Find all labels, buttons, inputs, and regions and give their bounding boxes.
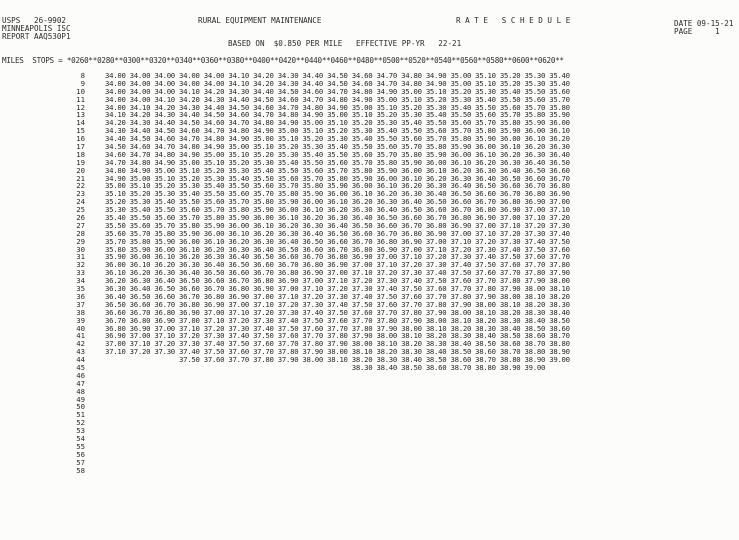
miles-cell: 48 [76, 386, 85, 396]
rate-values: 36.10 36.20 36.30 36.40 36.50 36.60 36.70 36.80 36.90 37.00 37.10 37.20 37.30 37.40 37.50 37.60 37.70 37.80 37.90 [105, 268, 570, 278]
rate-values: 34.00 34.00 34.00 34.00 34.00 34.10 34.20 34.30 34.40 34.50 34.60 34.70 34.80 34.90 35.00 35.10 35.20 35.30 35.40 [105, 71, 570, 80]
miles-cell: 15 [76, 126, 85, 136]
miles-cell: 16 [76, 134, 85, 144]
rate-values: 36.60 36.70 36.80 36.90 37.00 37.10 37.20 37.30 37.40 37.50 37.60 37.70 37.80 37.90 38.00 38.10 38.20 38.30 38.40 [105, 307, 570, 317]
miles-cell: 42 [76, 339, 85, 349]
miles-cell: 57 [76, 457, 85, 467]
rate-values: 34.30 34.40 34.50 34.60 34.70 34.80 34.90 35.00 35.10 35.20 35.30 35.40 35.50 35.60 35.70 35.80 35.90 36.00 36.10 [105, 126, 570, 136]
rate-values: 34.00 34.00 34.10 34.20 34.30 34.40 34.50 34.60 34.70 34.80 34.90 35.00 35.10 35.20 35.30 35.40 35.50 35.60 35.70 [105, 94, 570, 104]
table-row [0, 435, 739, 443]
report-id: USPS 26-9902 [2, 16, 67, 25]
rate-values: 36.90 37.00 37.10 37.20 37.30 37.40 37.50 37.60 37.70 37.80 37.90 38.00 38.10 38.20 38.30 38.40 38.50 38.60 38.70 [105, 331, 570, 341]
table-row [0, 443, 739, 451]
miles-cell: 17 [76, 142, 85, 152]
rate-values: 36.80 36.90 37.00 37.10 37.20 37.30 37.40 37.50 37.60 37.70 37.80 37.90 38.00 38.10 38.20 38.30 38.40 38.50 38.60 [105, 323, 570, 333]
rate-values: 34.40 34.50 34.60 34.70 34.80 34.90 35.00 35.10 35.20 35.30 35.40 35.50 35.60 35.70 35.80 35.90 36.00 36.10 36.20 [105, 134, 570, 144]
rate-values: 35.50 35.60 35.70 35.80 35.90 36.00 36.10 36.20 36.30 36.40 36.50 36.60 36.70 36.80 36.90 37.00 37.10 37.20 37.30 [105, 220, 570, 230]
miles-cell: 55 [76, 441, 85, 451]
miles-cell: 10 [76, 86, 85, 96]
location: MINNEAPOLIS ISC [2, 24, 71, 33]
rate-values: 35.00 35.10 35.20 35.30 35.40 35.50 35.60 35.70 35.80 35.90 36.00 36.10 36.20 36.30 36.40 36.50 36.60 36.70 36.80 [105, 181, 570, 191]
report-title: RURAL EQUIPMENT MAINTENANCE [198, 16, 322, 25]
miles-cell: 23 [76, 189, 85, 199]
rate-values: 36.40 36.50 36.60 36.70 36.80 36.90 37.00 37.10 37.20 37.30 37.40 37.50 37.60 37.70 37.80 37.90 38.00 38.10 38.20 [105, 291, 570, 301]
miles-cell: 22 [76, 181, 85, 191]
miles-cell: 24 [76, 197, 85, 207]
miles-cell: 14 [76, 118, 85, 128]
table-row [0, 459, 739, 467]
schedule-title: R A T E S C H E D U L E [456, 16, 571, 25]
rate-values: 35.60 35.70 35.80 35.90 36.00 36.10 36.20 36.30 36.40 36.50 36.60 36.70 36.80 36.90 37.00 37.10 37.20 37.30 37.40 [105, 228, 570, 238]
rate-values: 36.30 36.40 36.50 36.60 36.70 36.80 36.90 37.00 37.10 37.20 37.30 37.40 37.50 37.60 37.70 37.80 37.90 38.00 38.10 [105, 284, 570, 294]
miles-cell: 56 [76, 449, 85, 459]
miles-cell: 35 [76, 284, 85, 294]
miles-cell: 51 [76, 410, 85, 420]
rate-values: 34.60 34.70 34.80 34.90 35.00 35.10 35.20 35.30 35.40 35.50 35.60 35.70 35.80 35.90 36.00 36.10 36.20 36.30 36.40 [105, 149, 570, 159]
miles-cell: 50 [76, 402, 85, 412]
table-row [0, 419, 739, 427]
table-row [0, 403, 739, 411]
miles-cell: 41 [76, 331, 85, 341]
miles-cell: 49 [76, 394, 85, 404]
column-header: MILES STOPS = *0260**0280**0300**0320**0340**0360**0380**0400**0420**0440**0460**0480**0500**0520**0540**0560**0580**0600**0620** [2, 56, 564, 65]
miles-cell: 13 [76, 110, 85, 120]
table-row [0, 380, 739, 388]
miles-cell: 9 [80, 78, 85, 88]
miles-cell: 21 [76, 173, 85, 183]
rate-values: 36.20 36.30 36.40 36.50 36.60 36.70 36.80 36.90 37.00 37.10 37.20 37.30 37.40 37.50 37.60 37.70 37.80 37.90 38.00 [105, 276, 570, 286]
rate-values: 36.50 36.60 36.70 36.80 36.90 37.00 37.10 37.20 37.30 37.40 37.50 37.60 37.70 37.80 37.90 38.00 38.10 38.20 38.30 [105, 299, 570, 309]
rate-values: 34.00 34.00 34.00 34.10 34.20 34.30 34.40 34.50 34.60 34.70 34.80 34.90 35.00 35.10 35.20 35.30 35.40 35.50 35.60 [105, 86, 570, 96]
miles-cell: 36 [76, 291, 85, 301]
rate-values: 34.00 34.00 34.00 34.00 34.00 34.10 34.20 34.30 34.40 34.50 34.60 34.70 34.80 34.90 35.00 35.10 35.20 35.30 35.40 [105, 78, 570, 88]
rate-values: 36.00 36.10 36.20 36.30 36.40 36.50 36.60 36.70 36.80 36.90 37.00 37.10 37.20 37.30 37.40 37.50 37.60 37.70 37.80 [105, 260, 570, 270]
rate-values: 34.50 34.60 34.70 34.80 34.90 35.00 35.10 35.20 35.30 35.40 35.50 35.60 35.70 35.80 35.90 36.00 36.10 36.20 36.30 [105, 142, 570, 152]
miles-cell: 40 [76, 323, 85, 333]
table-row [0, 411, 739, 419]
table-row [0, 467, 739, 475]
rate-values: 35.30 35.40 35.50 35.60 35.70 35.80 35.90 36.00 36.10 36.20 36.30 36.40 36.50 36.60 36.70 36.80 36.90 37.00 37.10 [105, 205, 570, 215]
table-row [0, 396, 739, 404]
miles-cell: 43 [76, 347, 85, 357]
rate-values: 35.10 35.20 35.30 35.40 35.50 35.60 35.70 35.80 35.90 36.00 36.10 36.20 36.30 36.40 36.50 36.60 36.70 36.80 36.90 [105, 189, 570, 199]
miles-cell: 52 [76, 418, 85, 428]
miles-cell: 53 [76, 426, 85, 436]
miles-cell: 27 [76, 220, 85, 230]
rate-values: 35.20 35.30 35.40 35.50 35.60 35.70 35.80 35.90 36.00 36.10 36.20 36.30 36.40 36.50 36.60 36.70 36.80 36.90 37.00 [105, 197, 570, 207]
report-date: DATE 09-15-21 [674, 19, 734, 28]
miles-cell: 46 [76, 370, 85, 380]
miles-cell: 44 [76, 355, 85, 365]
rate-values: 34.10 34.20 34.30 34.40 34.50 34.60 34.70 34.80 34.90 35.00 35.10 35.20 35.30 35.40 35.50 35.60 35.70 35.80 35.90 [105, 110, 570, 120]
miles-cell: 39 [76, 315, 85, 325]
rate-values: 34.00 34.10 34.20 34.30 34.40 34.50 34.60 34.70 34.80 34.90 35.00 35.10 35.20 35.30 35.40 35.50 35.60 35.70 35.80 [105, 102, 570, 112]
miles-cell: 25 [76, 205, 85, 215]
miles-cell: 26 [76, 213, 85, 223]
rate-values: 37.10 37.20 37.30 37.40 37.50 37.60 37.70 37.80 37.90 38.00 38.10 38.20 38.30 38.40 38.50 38.60 38.70 38.80 38.90 [105, 347, 570, 357]
table-row [0, 451, 739, 459]
miles-cell: 29 [76, 236, 85, 246]
rate-values: 38.30 38.40 38.50 38.60 38.70 38.80 38.90 39.00 [105, 362, 546, 372]
miles-cell: 12 [76, 102, 85, 112]
miles-cell: 8 [80, 71, 85, 80]
miles-cell: 37 [76, 299, 85, 309]
rate-table [0, 72, 739, 474]
rate-values: 37.50 37.60 37.70 37.80 37.90 38.00 38.10 38.20 38.30 38.40 38.50 38.60 38.70 38.80 38.90 39.00 [105, 355, 570, 365]
miles-cell: 33 [76, 268, 85, 278]
miles-cell: 30 [76, 244, 85, 254]
rate-values: 35.90 36.00 36.10 36.20 36.30 36.40 36.50 36.60 36.70 36.80 36.90 37.00 37.10 37.20 37.30 37.40 37.50 37.60 37.70 [105, 252, 570, 262]
miles-cell: 38 [76, 307, 85, 317]
miles-cell: 45 [76, 362, 85, 372]
miles-cell: 58 [76, 465, 85, 475]
miles-cell: 19 [76, 157, 85, 167]
rate-values: 35.70 35.80 35.90 36.00 36.10 36.20 36.30 36.40 36.50 36.60 36.70 36.80 36.90 37.00 37.10 37.20 37.30 37.40 37.50 [105, 236, 570, 246]
miles-cell: 54 [76, 433, 85, 443]
miles-cell: 11 [76, 94, 85, 104]
miles-cell: 32 [76, 260, 85, 270]
table-row [0, 427, 739, 435]
report-code: REPORT AAQ530P1 [2, 32, 71, 41]
table-row [0, 388, 739, 396]
miles-cell: 31 [76, 252, 85, 262]
table-row [0, 372, 739, 380]
miles-cell: 28 [76, 228, 85, 238]
rate-values: 37.00 37.10 37.20 37.30 37.40 37.50 37.60 37.70 37.80 37.90 38.00 38.10 38.20 38.30 38.40 38.50 38.60 38.70 38.80 [105, 339, 570, 349]
page-number: PAGE 1 [674, 27, 720, 36]
rate-values: 36.70 36.80 36.90 37.00 37.10 37.20 37.30 37.40 37.50 37.60 37.70 37.80 37.90 38.00 38.10 38.20 38.30 38.40 38.50 [105, 315, 570, 325]
miles-cell: 20 [76, 165, 85, 175]
miles-cell: 18 [76, 149, 85, 159]
report-subtitle: BASED ON $0.850 PER MILE EFFECTIVE PP-YR 22-21 [228, 39, 462, 48]
table-row [0, 364, 739, 372]
rate-values: 35.40 35.50 35.60 35.70 35.80 35.90 36.00 36.10 36.20 36.30 36.40 36.50 36.60 36.70 36.80 36.90 37.00 37.10 37.20 [105, 213, 570, 223]
miles-cell: 34 [76, 276, 85, 286]
rate-values: 34.70 34.80 34.90 35.00 35.10 35.20 35.30 35.40 35.50 35.60 35.70 35.80 35.90 36.00 36.10 36.20 36.30 36.40 36.50 [105, 157, 570, 167]
rate-values: 34.80 34.90 35.00 35.10 35.20 35.30 35.40 35.50 35.60 35.70 35.80 35.90 36.00 36.10 36.20 36.30 36.40 36.50 36.60 [105, 165, 570, 175]
miles-cell: 47 [76, 378, 85, 388]
rate-values: 34.90 35.00 35.10 35.20 35.30 35.40 35.50 35.60 35.70 35.80 35.90 36.00 36.10 36.20 36.30 36.40 36.50 36.60 36.70 [105, 173, 570, 183]
rate-values: 34.20 34.30 34.40 34.50 34.60 34.70 34.80 34.90 35.00 35.10 35.20 35.30 35.40 35.50 35.60 35.70 35.80 35.90 36.00 [105, 118, 570, 128]
rate-values: 35.80 35.90 36.00 36.10 36.20 36.30 36.40 36.50 36.60 36.70 36.80 36.90 37.00 37.10 37.20 37.30 37.40 37.50 37.60 [105, 244, 570, 254]
